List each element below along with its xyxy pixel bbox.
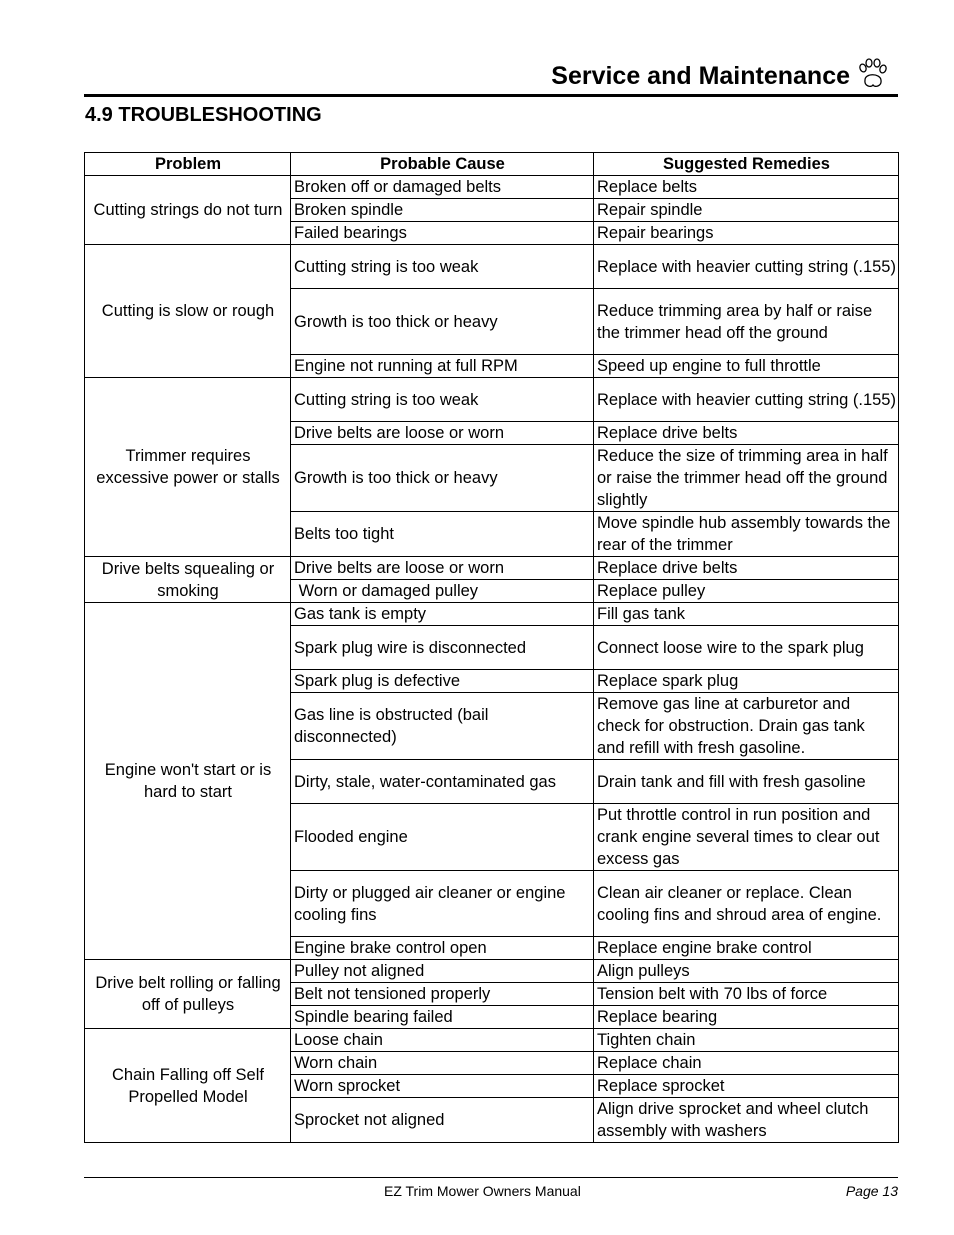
remedy-cell: Clean air cleaner or replace. Clean cooling fins and shroud area of engine. — [594, 871, 899, 937]
cause-cell: Gas tank is empty — [291, 603, 594, 626]
table-row — [85, 557, 899, 580]
column-header-cause: Probable Cause — [291, 153, 594, 176]
remedy-cell: Replace spark plug — [594, 670, 899, 693]
remedy-cell: Fill gas tank — [594, 603, 899, 626]
cause-cell: Sprocket not aligned — [291, 1098, 594, 1143]
remedy-cell: Tighten chain — [594, 1029, 899, 1052]
problem-cell: Cutting is slow or rough — [85, 245, 291, 378]
footer-page-number: Page 13 — [845, 1183, 898, 1199]
cause-cell: Broken off or damaged belts — [291, 176, 594, 199]
remedy-cell: Tension belt with 70 lbs of force — [594, 983, 899, 1006]
column-header-problem: Problem — [85, 153, 291, 176]
cause-cell: Belt not tensioned properly — [291, 983, 594, 1006]
cause-cell: Pulley not aligned — [291, 960, 594, 983]
footer-rule — [84, 1177, 898, 1178]
cause-cell: Dirty or plugged air cleaner or engine cooling fins — [291, 871, 594, 937]
header-rule — [84, 94, 898, 97]
remedy-cell: Replace pulley — [594, 580, 899, 603]
cause-cell: Broken spindle — [291, 199, 594, 222]
remedy-cell: Connect loose wire to the spark plug — [594, 626, 899, 670]
cause-cell: Flooded engine — [291, 804, 594, 871]
cause-cell: Engine brake control open — [291, 937, 594, 960]
remedy-cell: Replace belts — [594, 176, 899, 199]
column-header-remedy: Suggested Remedies — [594, 153, 899, 176]
table-row — [85, 960, 899, 983]
remedy-cell: Replace with heavier cutting string (.155) — [594, 245, 899, 289]
problem-cell: Trimmer requires excessive power or stalls — [85, 378, 291, 557]
problem-cell: Drive belt rolling or falling off of pulleys — [85, 960, 291, 1029]
table-row — [85, 245, 899, 289]
remedy-cell: Speed up engine to full throttle — [594, 355, 899, 378]
cause-cell: Drive belts are loose or worn — [291, 557, 594, 580]
remedy-cell: Replace bearing — [594, 1006, 899, 1029]
cause-cell: Belts too tight — [291, 512, 594, 557]
table-row — [85, 378, 899, 422]
table-row — [85, 603, 899, 626]
remedy-cell: Replace chain — [594, 1052, 899, 1075]
cause-cell: Spindle bearing failed — [291, 1006, 594, 1029]
section-title: 4.9 TROUBLESHOOTING — [85, 104, 322, 126]
remedy-cell: Replace with heavier cutting string (.155) — [594, 378, 899, 422]
cause-cell: Worn sprocket — [291, 1075, 594, 1098]
remedy-cell: Replace drive belts — [594, 557, 899, 580]
remedy-cell: Replace engine brake control — [594, 937, 899, 960]
remedy-cell: Replace drive belts — [594, 422, 899, 445]
remedy-cell: Align drive sprocket and wheel clutch assembly with washers — [594, 1098, 899, 1143]
cause-cell: Failed bearings — [291, 222, 594, 245]
table-body — [85, 176, 899, 1143]
remedy-cell: Replace sprocket — [594, 1075, 899, 1098]
remedy-cell: Repair spindle — [594, 199, 899, 222]
cause-cell: Loose chain — [291, 1029, 594, 1052]
page-header-title: Service and Maintenance — [551, 62, 850, 90]
cause-cell: Spark plug is defective — [291, 670, 594, 693]
remedy-cell: Move spindle hub assembly towards the rear of the trimmer — [594, 512, 899, 557]
cause-cell: Cutting string is too weak — [291, 245, 594, 289]
table-row — [85, 1029, 899, 1052]
table-row — [85, 176, 899, 199]
cause-cell: Growth is too thick or heavy — [291, 289, 594, 355]
problem-cell: Cutting strings do not turn — [85, 176, 291, 245]
remedy-cell: Drain tank and fill with fresh gasoline — [594, 760, 899, 804]
remedy-cell: Align pulleys — [594, 960, 899, 983]
remedy-cell: Put throttle control in run position and crank engine several times to clear out excess gas — [594, 804, 899, 871]
table-header-row — [85, 153, 899, 176]
troubleshooting-table — [84, 152, 899, 1143]
cause-cell: Cutting string is too weak — [291, 378, 594, 422]
cause-cell: Dirty, stale, water-contaminated gas — [291, 760, 594, 804]
remedy-cell: Remove gas line at carburetor and check for obstruction. Drain gas tank and refill with fresh gasoline. — [594, 693, 899, 760]
cause-cell: Engine not running at full RPM — [291, 355, 594, 378]
cause-cell: Worn chain — [291, 1052, 594, 1075]
cause-cell: Worn or damaged pulley — [291, 580, 594, 603]
remedy-cell: Reduce the size of trimming area in half or raise the trimmer head off the ground slightly — [594, 445, 899, 512]
cause-cell: Growth is too thick or heavy — [291, 445, 594, 512]
problem-cell: Engine won't start or is hard to start — [85, 603, 291, 960]
remedy-cell: Repair bearings — [594, 222, 899, 245]
cause-cell: Drive belts are loose or worn — [291, 422, 594, 445]
paw-icon — [856, 58, 888, 90]
remedy-cell: Reduce trimming area by half or raise the trimmer head off the ground — [594, 289, 899, 355]
cause-cell: Gas line is obstructed (bail disconnected) — [291, 693, 594, 760]
footer-manual-title: EZ Trim Mower Owners Manual — [384, 1183, 581, 1199]
cause-cell: Spark plug wire is disconnected — [291, 626, 594, 670]
problem-cell: Chain Falling off Self Propelled Model — [85, 1029, 291, 1143]
problem-cell: Drive belts squealing or smoking — [85, 557, 291, 603]
